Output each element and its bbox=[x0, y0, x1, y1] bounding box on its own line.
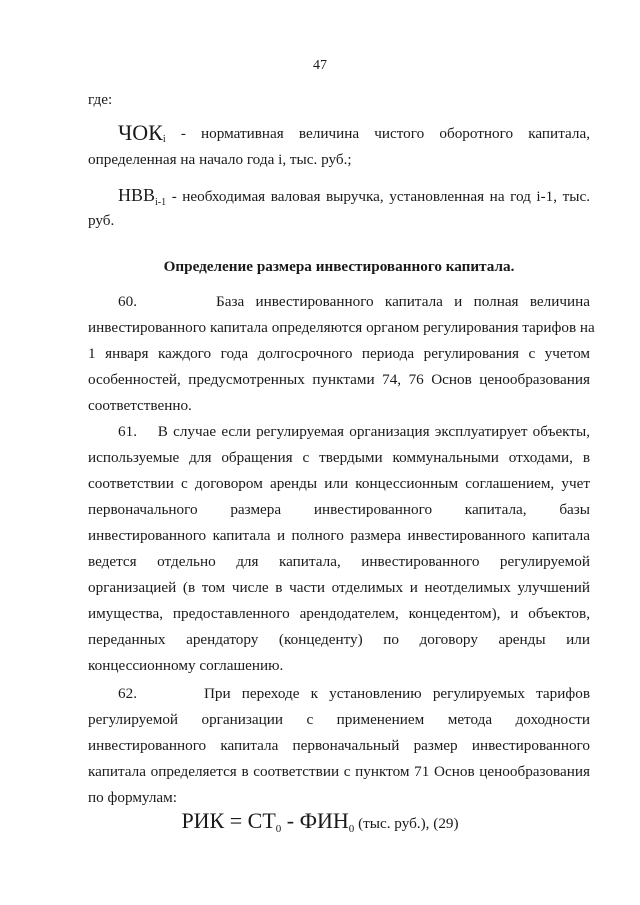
paragraph-62-line3: инвестированного капитала первоначальный размер инвестированного bbox=[88, 737, 590, 754]
paragraph-62-line2: регулируемой организации с применением метода доходности bbox=[88, 711, 590, 728]
paragraph-62-line5: по формулам: bbox=[88, 789, 178, 806]
nvv-description: - необходимая валовая выручка, установленная на год i-1, тыс. bbox=[171, 188, 591, 205]
nvv-symbol: НВВ bbox=[118, 185, 156, 205]
paragraph-61-line3: соответствии с договором аренды или концессионным соглашением, учет bbox=[88, 475, 590, 492]
formula-term-st-subscript: 0 bbox=[275, 823, 282, 836]
paragraph-61-line5: инвестированного капитала и полного размера инвестированного капитала bbox=[88, 527, 590, 544]
definition-nvv-line2: руб. bbox=[88, 212, 115, 229]
where-label: где: bbox=[88, 91, 113, 108]
paragraph-60-line3: 1 января каждого года долгосрочного периода регулирования с учетом bbox=[88, 345, 590, 362]
paragraph-61-line1: 61. В случае если регулируемая организация эксплуатирует объекты, bbox=[118, 423, 591, 440]
formula-minus: - bbox=[281, 808, 300, 833]
nvv-subscript: i-1 bbox=[155, 197, 167, 209]
paragraph-61-number: 61. bbox=[118, 423, 137, 440]
paragraph-62-line1: 62. При переходе к установлению регулируемых тарифов bbox=[118, 685, 591, 702]
paragraph-60-line4: особенностей, предусмотренных пунктами 74, 76 Основ ценообразования bbox=[88, 371, 590, 388]
paragraph-60-number: 60. bbox=[118, 293, 137, 310]
formula-lhs: РИК bbox=[181, 808, 225, 833]
page-number: 47 bbox=[313, 58, 327, 73]
paragraph-61-line6: ведется отдельно для капитала, инвестированного регулируемой bbox=[88, 553, 590, 570]
paragraph-61-line10: концессионному соглашению. bbox=[88, 657, 284, 674]
formula-units-number: (тыс. руб.), (29) bbox=[354, 815, 459, 832]
chok-description: - нормативная величина чистого оборотного капитала, bbox=[180, 125, 591, 142]
paragraph-61-line7: организацией (в том числе в части отделимых и неотделимых улучшений bbox=[88, 579, 590, 596]
paragraph-61-line9: переданных арендатору (концеденту) по договору аренды или bbox=[88, 631, 590, 648]
formula-term-fin: ФИН bbox=[299, 808, 349, 833]
formula-term-fin-subscript: 0 bbox=[348, 823, 355, 836]
paragraph-61-line2: используемые для обращения с твердыми коммунальными отходами, в bbox=[88, 449, 590, 466]
formula-equals: = bbox=[224, 808, 248, 833]
definition-chok-line1 bbox=[118, 121, 590, 150]
paragraph-61-line4: первоначального размера инвестированного капитала, базы bbox=[88, 501, 590, 518]
paragraph-60-line5: соответственно. bbox=[88, 397, 192, 414]
definition-nvv-line1 bbox=[118, 185, 590, 213]
section-heading: Определение размера инвестированного капитала. bbox=[163, 258, 515, 275]
paragraph-60-line1: 60. База инвестированного капитала и полная величина bbox=[118, 293, 590, 310]
formula-29 bbox=[0, 808, 640, 835]
definition-chok-line2: определенная на начало года i, тыс. руб.; bbox=[88, 151, 352, 168]
chok-symbol: ЧОК bbox=[118, 120, 163, 145]
formula-term-st: СТ bbox=[247, 808, 276, 833]
paragraph-60-line2: инвестированного капитала определяются органом регулирования тарифов на bbox=[88, 319, 595, 336]
paragraph-62-number: 62. bbox=[118, 685, 137, 702]
paragraph-61-line8: имущества, предоставленного арендодателем, концедентом), и объектов, bbox=[88, 605, 590, 622]
chok-subscript: i bbox=[162, 134, 166, 146]
paragraph-62-line4: капитала определяется в соответствии с пунктом 71 Основ ценообразования bbox=[88, 763, 590, 780]
